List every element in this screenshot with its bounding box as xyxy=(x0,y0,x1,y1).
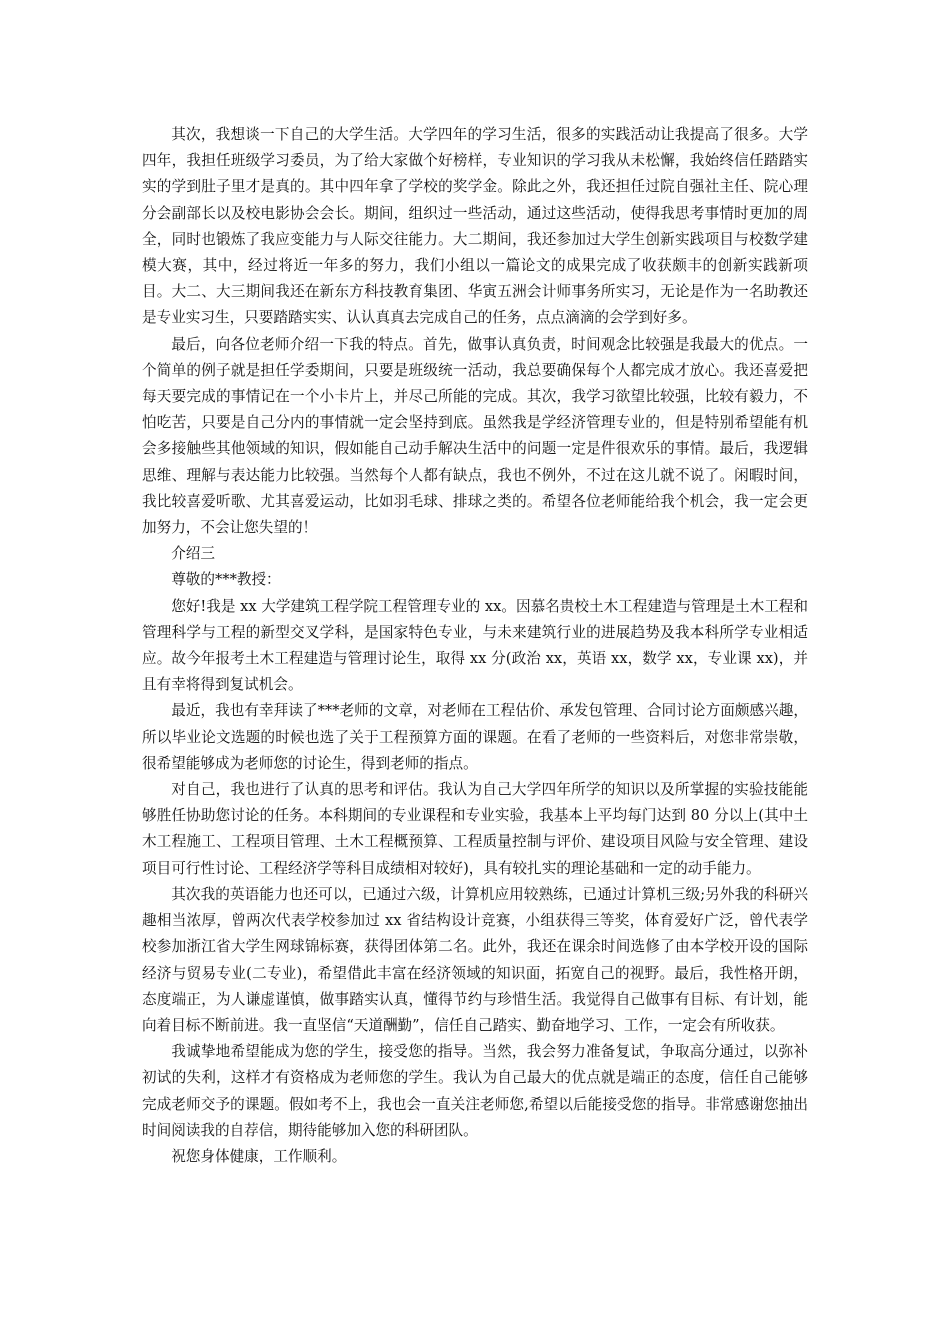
paragraph-self-introduction: 您好!我是 xx 大学建筑工程学院工程管理专业的 xx。因慕名贵校土木工程建造与管理是土木工程和管理科学与工程的新型交叉学科，是国家特色专业，与未来建筑行业的进展趋势及我本科所学专业相适应。故今年报考土木工程建造与管理讨论生，取得 xx 分(政治 xx，英语 xx，数学 xx，专业课 xx)，并且有幸将得到复试机会。 xyxy=(142,597,808,694)
paragraph-university-life: 其次，我想谈一下自己的大学生活。大学四年的学习生活，很多的实践活动让我提高了很多。大学四年，我担任班级学习委员，为了给大家做个好榜样，专业知识的学习我从未松懈，我始终信任踏踏实实的学到肚子里才是真的。其中四年拿了学校的奖学金。除此之外，我还担任过院自强社主任、院心理分会副部长以及校电影协会会长。期间，组织过一些活动，通过这些活动，使得我思考事情时更加的周全，同时也锻炼了我应变能力与人际交往能力。大二期间，我还参加过大学生创新实践项目与校数学建模大赛，其中，经过将近一年多的努力，我们小组以一篇论文的成果完成了收获颇丰的创新实践新项目。大二、大三期间我还在新东方科技教育集团、华寅五洲会计师事务所实习，无论是作为一名助教还是专业实习生，只要踏踏实实、认认真真去完成自己的任务，点点滴滴的会学到好多。 xyxy=(142,126,808,327)
letter-salutation: 尊敬的***教授： xyxy=(171,571,281,589)
paragraph-research-interest: 最近，我也有幸拜读了***老师的文章，对老师在工程估价、承发包管理、合同讨论方面颇感兴趣，所以毕业论文选题的时候也选了关于工程预算方面的课题。在看了老师的一些资料后，对您非常崇敬，很希望能够成为老师您的讨论生，得到老师的指点。 xyxy=(142,702,808,772)
letter-closing: 祝您身体健康，工作顺利。 xyxy=(171,1147,347,1165)
paragraph-closing-wish: 我诚挚地希望能成为您的学生，接受您的指导。当然，我会努力准备复试，争取高分通过，以弥补初试的失利，这样才有资格成为老师您的学生。我认为自己最大的优点就是端正的态度，信任自己能够完成老师交予的课题。假如考不上，我也会一直关注老师您,希望以后能接受您的指导。非常感谢您抽出时间阅读我的自荐信，期待能够加入您的科研团队。 xyxy=(142,1043,808,1139)
paragraph-self-assessment: 对自己，我也进行了认真的思考和评估。我认为自己大学四年所学的知识以及所掌握的实验技能能够胜任协助您讨论的任务。本科期间的专业课程和专业实验，我基本上平均每门达到 80 分以上(其中土木工程施工、工程项目管理、土木工程概预算、工程质量控制与评价、建设项目风险与安全管理、建设项目可行性讨论、工程经济学等科目成绩相对较好)，具有较扎实的理论基础和一定的动手能力。 xyxy=(142,781,808,877)
document-body xyxy=(142,122,808,1170)
section-heading-introduction-three: 介绍三 xyxy=(171,545,215,563)
paragraph-personal-traits: 最后，向各位老师介绍一下我的特点。首先，做事认真负责，时间观念比较强是我最大的优点。一个简单的例子就是担任学委期间，只要是班级统一活动，我总要确保每个人都完成才放心。我还喜爱把每天要完成的事情记在一个小卡片上，并尽己所能的完成。其次，我学习欲望比较强，比较有毅力，不怕吃苦，只要是自己分内的事情就一定会坚持到底。虽然我是学经济管理专业的，但是特别希望能有机会多接触些其他领域的知识，假如能自己动手解决生活中的问题一定是件很欢乐的事情。最后，我逻辑思维、理解与表达能力比较强。当然每个人都有缺点，我也不例外，不过在这儿就不说了。闲暇时间，我比较喜爱听歌、尤其喜爱运动，比如羽毛球、排球之类的。希望各位老师能给我个机会，我一定会更加努力，不会让您失望的！ xyxy=(142,335,808,537)
paragraph-skills-and-hobbies: 其次我的英语能力也还可以，已通过六级，计算机应用较熟练，已通过计算机三级;另外我的科研兴趣相当浓厚，曾两次代表学校参加过 xx 省结构设计竞赛，小组获得三等奖，体育爱好广泛，曾代表学校参加浙江省大学生网球锦标赛，获得团体第二名。此外，我还在课余时间选修了由本学校开设的国际经济与贸易专业(二专业)，希望借此丰富在经济领域的知识面，拓宽自己的视野。最后，我性格开朗，态度端正，为人谦虚谨慎，做事踏实认真，懂得节约与珍惜生活。我觉得自己做事有目标、有计划，能向着目标不断前进。我一直坚信“天道酬勤”，信任自己踏实、勤奋地学习、工作，一定会有所收获。 xyxy=(142,885,808,1034)
